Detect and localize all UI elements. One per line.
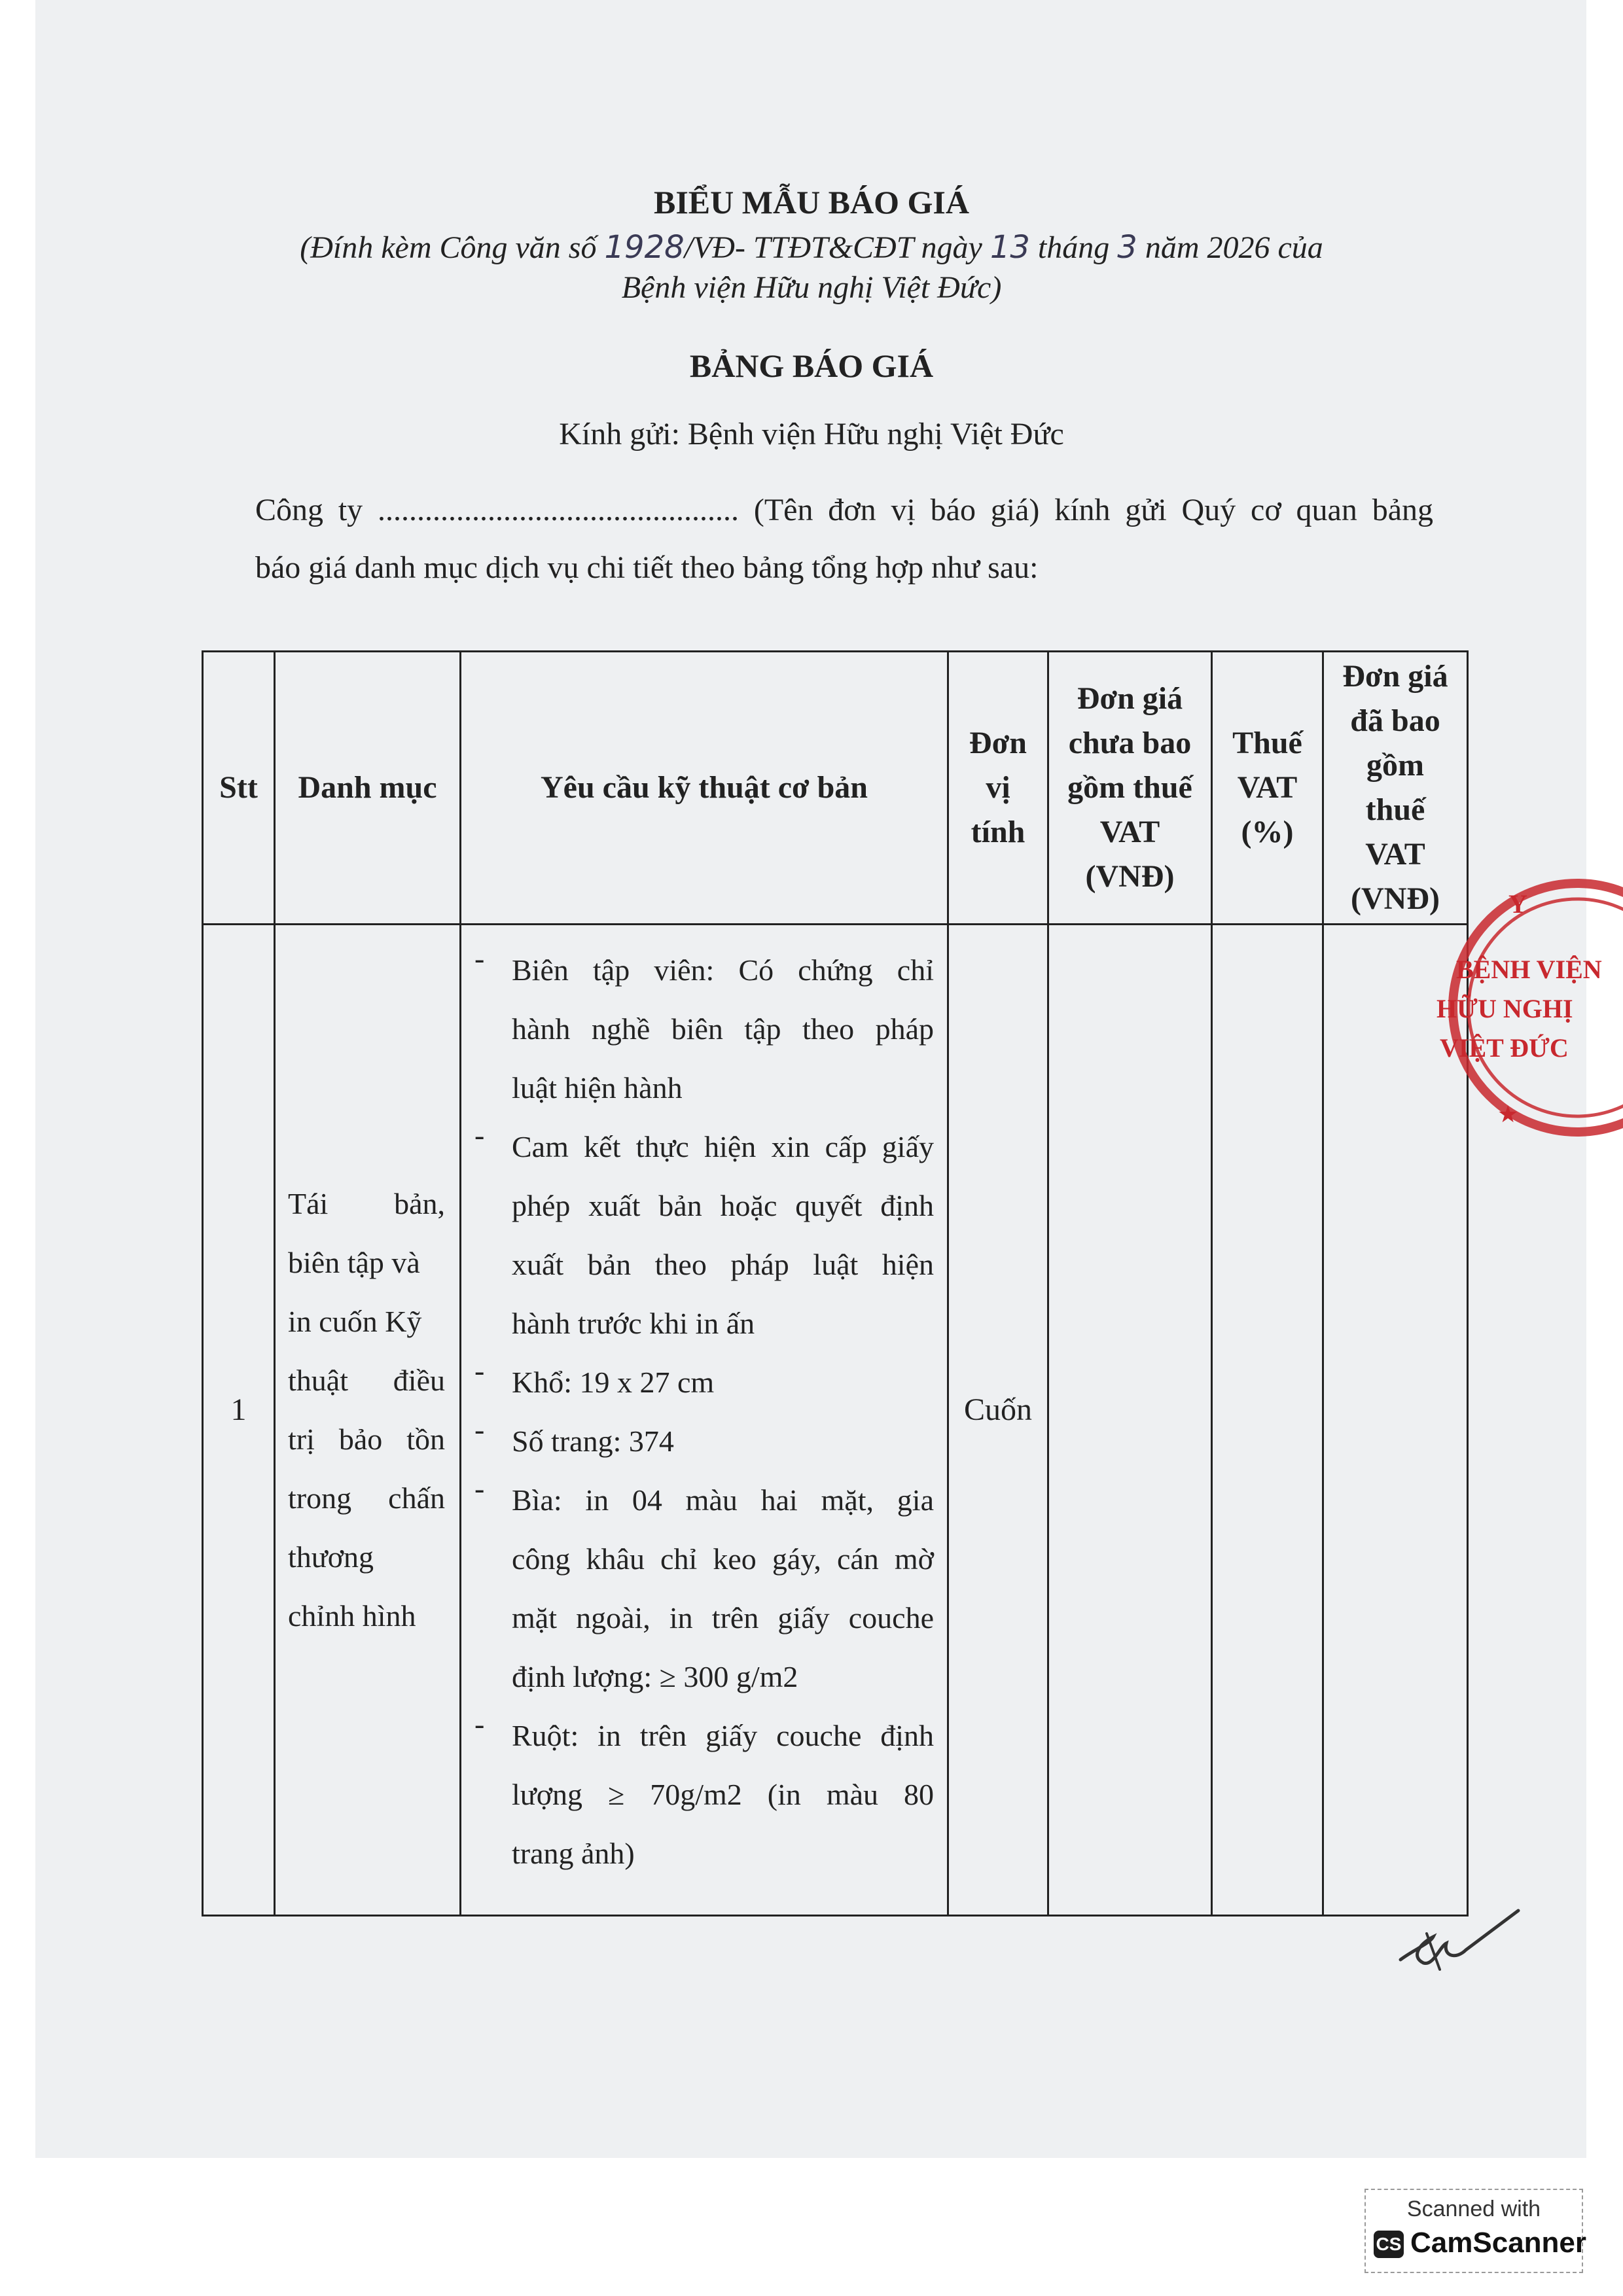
svg-text:Y: Y <box>1508 889 1527 919</box>
svg-text:★: ★ <box>1497 1101 1519 1128</box>
row-1-gia-da-vat <box>1324 1377 1467 1443</box>
header-don-gia-chua-vat: Đơn giá chưa bao gồm thuế VAT (VNĐ) <box>1067 681 1192 894</box>
row-1-thue-vat <box>1213 1377 1322 1443</box>
scanned-with-label: Scanned with <box>1406 2197 1541 2221</box>
row-1-danh-muc-line: thuật điều <box>288 1364 445 1397</box>
bullet-dash: - <box>474 1472 485 1505</box>
handwritten-day: 13 <box>990 229 1030 266</box>
bullet-dash: - <box>474 942 485 975</box>
row-1-danh-muc-line: thương <box>288 1540 374 1574</box>
greeting: Kính gửi: Bệnh viện Hữu nghị Việt Đức <box>559 417 1064 451</box>
row-1-stt: 1 <box>230 1392 247 1427</box>
hospital-stamp <box>1430 870 1623 1145</box>
requirement-line: hành trước khi in ấn <box>512 1307 755 1340</box>
quote-table-heading: BẢNG BÁO GIÁ <box>689 347 934 384</box>
bullet-dash: - <box>474 1707 485 1740</box>
bullet-dash: - <box>474 1354 485 1387</box>
requirement-line: xuất bản theo pháp luật hiện <box>512 1248 934 1281</box>
header-stt: Stt <box>219 770 258 805</box>
camscanner-badge <box>1364 2189 1587 2273</box>
row-1-danh-muc-line: trị bảo tồn <box>288 1422 445 1456</box>
handwritten-doc-number: 1928 <box>604 229 685 266</box>
header-thue-vat: Thuế VAT (%) <box>1232 726 1302 849</box>
requirement-line: phép xuất bản hoặc quyết định <box>512 1189 934 1222</box>
requirement-line: Khổ: 19 x 27 cm <box>512 1366 715 1399</box>
camscanner-logo-icon: CS <box>1374 2231 1404 2258</box>
attachment-reference-line-2: Bệnh viện Hữu nghị Việt Đức) <box>621 270 1002 305</box>
requirement-line: luật hiện hành <box>512 1071 683 1104</box>
header-don-vi-tinh: Đơn vị tính <box>969 726 1027 849</box>
intro-line-1: Công ty .............................................. (Tên đơn vị báo giá) kính gửi Quý cơ quan bảng <box>255 493 1433 527</box>
table-header-divider <box>202 923 1469 925</box>
row-1-danh-muc-line: biên tập và <box>288 1246 420 1279</box>
header-danh-muc: Danh mục <box>298 770 437 805</box>
row-1-danh-muc-line: in cuốn Kỹ <box>288 1305 422 1338</box>
requirement-line: Cam kết thực hiện xin cấp giấy <box>512 1130 934 1163</box>
signature <box>1394 1898 1525 1983</box>
header-don-gia-da-vat: Đơn giá đã bao gồm thuế VAT (VNĐ) <box>1342 659 1448 916</box>
requirement-line: Biên tập viên: Có chứng chỉ <box>512 953 934 987</box>
requirement-line: định lượng: ≥ 300 g/m2 <box>512 1660 798 1693</box>
row-1-don-vi: Cuốn <box>963 1392 1032 1427</box>
requirement-line: lượng ≥ 70g/m2 (in màu 80 <box>512 1778 934 1811</box>
table-border-bottom <box>202 1915 1469 1916</box>
attachment-reference: (Đính kèm Công văn số 1928/VĐ- TTĐT&CĐT ngày 13 tháng 3 năm 2026 của <box>300 229 1323 266</box>
table-col-line <box>1467 650 1469 1916</box>
requirement-line: Bìa: in 04 màu hai mặt, gia <box>512 1483 934 1517</box>
bullet-dash: - <box>474 1118 485 1152</box>
camscanner-brand: CamScanner <box>1410 2227 1587 2259</box>
stamp-line-3: VIỆT ĐỨC <box>1440 1033 1569 1063</box>
handwritten-month: 3 <box>1117 229 1137 266</box>
row-1-danh-muc-line: trong chấn <box>288 1481 445 1515</box>
requirement-line: trang ảnh) <box>512 1837 635 1870</box>
requirement-line: Số trang: 374 <box>512 1424 674 1458</box>
requirement-line: Ruột: in trên giấy couche định <box>512 1719 934 1752</box>
row-1-danh-muc-line: chỉnh hình <box>288 1599 416 1633</box>
stamp-line-1: BỆNH VIỆN <box>1456 955 1602 984</box>
row-1-danh-muc-line: Tái bản, <box>288 1187 445 1220</box>
form-title: BIỂU MẪU BÁO GIÁ <box>654 184 969 221</box>
header-yeu-cau: Yêu cầu kỹ thuật cơ bản <box>541 770 868 805</box>
bullet-dash: - <box>474 1413 485 1446</box>
row-1-gia-chua-vat <box>1049 1377 1211 1443</box>
requirement-line: công khâu chỉ keo gáy, cán mờ <box>512 1542 934 1576</box>
intro-line-2: báo giá danh mục dịch vụ chi tiết theo bảng tổng hợp như sau: <box>255 550 1039 585</box>
stamp-line-2: HỮU NGHỊ <box>1436 994 1573 1023</box>
requirement-line: mặt ngoài, in trên giấy couche <box>512 1601 934 1634</box>
requirement-line: hành nghề biên tập theo pháp <box>512 1012 934 1046</box>
